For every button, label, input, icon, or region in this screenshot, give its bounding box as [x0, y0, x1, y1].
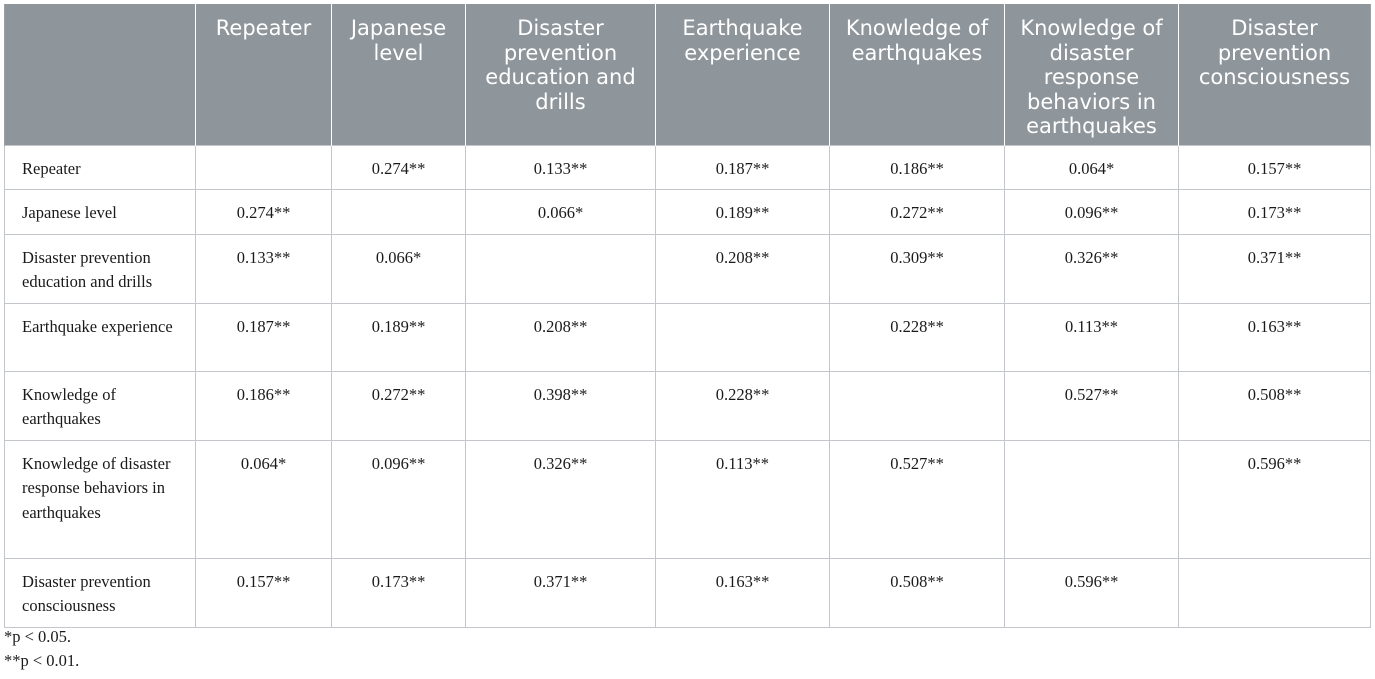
table-cell: 0.596** [1179, 440, 1371, 558]
header-repeater: Repeater [196, 4, 332, 145]
table-row [5, 190, 1371, 235]
table-cell: 0.064* [1005, 145, 1179, 190]
table-cell [656, 303, 830, 371]
table-cell: 0.228** [830, 303, 1005, 371]
header-corner [5, 4, 196, 145]
table-cell: 0.326** [466, 440, 656, 558]
table-row [5, 234, 1371, 303]
row-label: Repeater [5, 145, 196, 190]
table-cell: 0.173** [1179, 190, 1371, 235]
table-cell: 0.066* [466, 190, 656, 235]
table-row [5, 371, 1371, 440]
row-label: Earthquake experience [5, 303, 196, 371]
table-row [5, 145, 1371, 190]
table-cell: 0.508** [1179, 371, 1371, 440]
table-cell: 0.096** [1005, 190, 1179, 235]
table-cell: 0.163** [656, 558, 830, 627]
table-cell: 0.398** [466, 371, 656, 440]
row-label: Disaster prevention education and drills [5, 234, 196, 303]
table-row [5, 558, 1371, 627]
table-cell: 0.133** [466, 145, 656, 190]
table-cell: 0.186** [830, 145, 1005, 190]
table-footnotes [4, 625, 79, 673]
table-cell: 0.208** [466, 303, 656, 371]
header-disaster-prevention-consciousness: Disaster prevention consciousness [1179, 4, 1371, 145]
row-label: Disaster prevention consciousness [5, 558, 196, 627]
row-label: Knowledge of disaster response behaviors in earthquakes [5, 440, 196, 558]
table-cell [332, 190, 466, 235]
table-cell: 0.596** [1005, 558, 1179, 627]
footnote-p005: *p < 0.05. [4, 627, 72, 646]
header-row [5, 4, 1371, 145]
table-cell: 0.208** [656, 234, 830, 303]
table-cell: 0.096** [332, 440, 466, 558]
table-cell [830, 371, 1005, 440]
table-cell: 0.133** [196, 234, 332, 303]
table-cell: 0.189** [656, 190, 830, 235]
header-knowledge-of-response-behaviors: Knowledge of disaster response behaviors in earthquakes [1005, 4, 1179, 145]
row-label: Japanese level [5, 190, 196, 235]
table-cell: 0.527** [1005, 371, 1179, 440]
table-cell: 0.186** [196, 371, 332, 440]
table-cell: 0.173** [332, 558, 466, 627]
table-cell [1005, 440, 1179, 558]
correlation-table-container [4, 4, 1370, 628]
table-cell: 0.189** [332, 303, 466, 371]
header-knowledge-of-earthquakes: Knowledge of earthquakes [830, 4, 1005, 145]
header-earthquake-experience: Earthquake experience [656, 4, 830, 145]
table-cell: 0.187** [656, 145, 830, 190]
footnote-p001: **p < 0.01. [4, 651, 80, 670]
correlation-table [4, 4, 1371, 628]
table-cell [196, 145, 332, 190]
header-japanese-level: Japanese level [332, 4, 466, 145]
table-cell: 0.228** [656, 371, 830, 440]
table-cell: 0.066* [332, 234, 466, 303]
table-cell: 0.274** [332, 145, 466, 190]
table-row [5, 440, 1371, 558]
table-cell: 0.272** [332, 371, 466, 440]
table-cell: 0.157** [1179, 145, 1371, 190]
table-cell [1179, 558, 1371, 627]
table-cell: 0.187** [196, 303, 332, 371]
table-cell: 0.527** [830, 440, 1005, 558]
table-cell: 0.064* [196, 440, 332, 558]
table-cell [466, 234, 656, 303]
row-label: Knowledge of earthquakes [5, 371, 196, 440]
table-cell: 0.272** [830, 190, 1005, 235]
table-cell: 0.371** [466, 558, 656, 627]
table-row [5, 303, 1371, 371]
table-cell: 0.371** [1179, 234, 1371, 303]
table-cell: 0.309** [830, 234, 1005, 303]
table-cell: 0.508** [830, 558, 1005, 627]
table-cell: 0.113** [1005, 303, 1179, 371]
table-cell: 0.163** [1179, 303, 1371, 371]
table-cell: 0.157** [196, 558, 332, 627]
table-cell: 0.113** [656, 440, 830, 558]
table-cell: 0.274** [196, 190, 332, 235]
header-disaster-prevention-education: Disaster prevention education and drills [466, 4, 656, 145]
table-cell: 0.326** [1005, 234, 1179, 303]
